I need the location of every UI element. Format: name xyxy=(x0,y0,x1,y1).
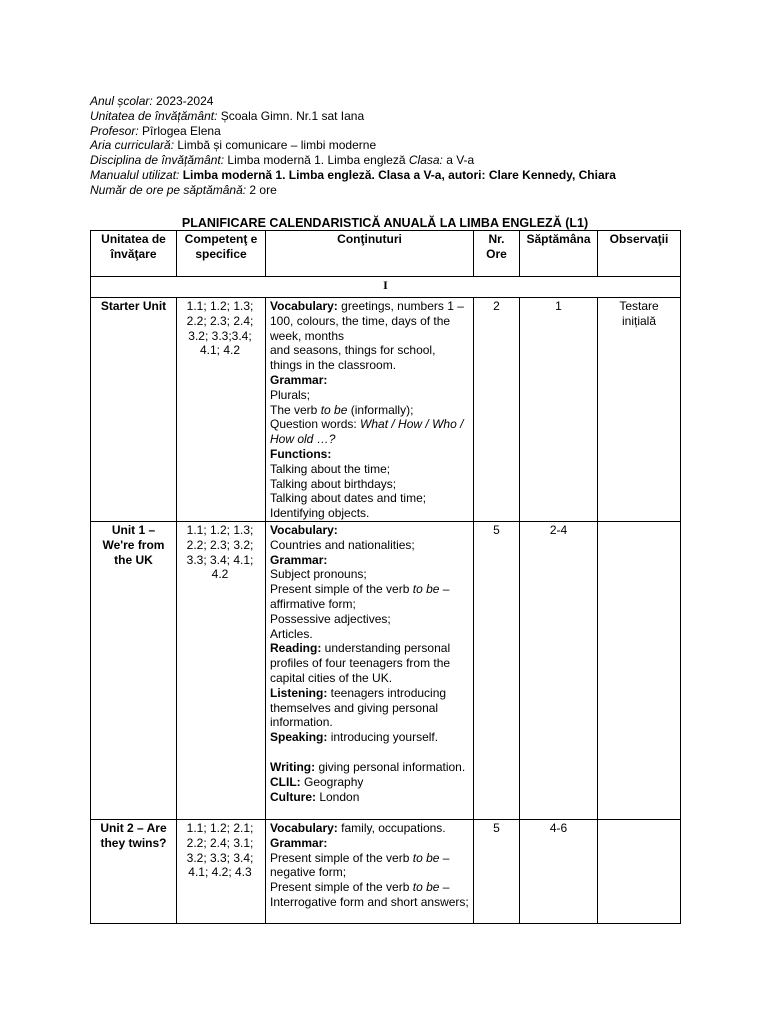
competences-cell: 1.1; 1.2; 1.3; 2.2; 2.3; 3.2; 3.3; 3.4; 4.1; 4.2 xyxy=(177,521,266,819)
notes-cell: Testare inițială xyxy=(598,298,681,522)
manual-line: Manualul utilizat: Limba modernă 1. Limba engleză. Clasa a V-a, autori: Clare Kennedy, Chiara xyxy=(90,167,616,182)
week-cell: 2-4 xyxy=(520,521,598,819)
school-year-line: Anul școlar: 2023-2024 xyxy=(90,94,214,108)
school-line: Unitatea de învățământ: Școala Gimn. Nr.1 sat Iana xyxy=(90,108,365,123)
unit-cell: Unit 1 – We're from the UK xyxy=(91,521,177,819)
unit-cell: Unit 2 – Are they twins? xyxy=(91,819,177,923)
competences-cell: 1.1; 1.2; 1.3; 2.2; 2.3; 2.4; 3.2; 3.3;3.4; 4.1; 4.2 xyxy=(177,298,266,522)
section-label: I xyxy=(91,277,681,298)
column-header-notes: Observaţii xyxy=(598,231,681,277)
content-cell: Vocabulary: family, occupations. Grammar: Present simple of the verb to be – negative form; Present simple of the verb to be – Interrogative form and short answers; xyxy=(266,819,474,923)
column-header-week: Săptămâna xyxy=(520,231,598,277)
hours-per-week-line: Număr de ore pe săptămână: 2 ore xyxy=(90,182,277,197)
column-header-competences: Competenţ e specifice xyxy=(177,231,266,277)
hours-cell: 5 xyxy=(474,819,520,923)
competences-cell: 1.1; 1.2; 2.1; 2.2; 2.4; 3.1; 3.2; 3.3; 3.4; 4.1; 4.2; 4.3 xyxy=(177,819,266,923)
column-header-unit: Unitatea de învăţare xyxy=(91,231,177,277)
table-row xyxy=(91,819,681,923)
teacher-line: Profesor: Pîrlogea Elena xyxy=(90,123,221,138)
content-cell: Vocabulary: greetings, numbers 1 – 100, colours, the time, days of the week, months and seasons, things for school, things in the classroom. Grammar: Plurals; The verb to be (informally); Question words: What / How / Who / How old …? Functions: Talking about the time; Talking about birthdays; Talking about dates and time; Identifying objects. xyxy=(266,298,474,522)
section-row xyxy=(91,277,681,298)
content-cell: Vocabulary: Countries and nationalities; Grammar: Subject pronouns; Present simple of the verb to be – affirmative form; Possessive adjectives; Articles. Reading: understanding personal profiles of four teenagers from the capital cities of the UK. Listening: teenagers introducing themselves and giving personal information. Speaking: introducing yourself. Writing: giving personal information. CLIL: Geography Culture: London xyxy=(266,521,474,819)
table-header-row xyxy=(91,231,681,277)
planning-table xyxy=(90,230,681,924)
week-cell: 4-6 xyxy=(520,819,598,923)
page-title: PLANIFICARE CALENDARISTICĂ ANUALĂ LA LIMBA ENGLEZĂ (L1) xyxy=(181,216,589,230)
notes-cell xyxy=(598,819,681,923)
hours-cell: 5 xyxy=(474,521,520,819)
column-header-content: Conţinuturi xyxy=(266,231,474,277)
unit-cell: Starter Unit xyxy=(91,298,177,522)
notes-cell xyxy=(598,521,681,819)
document-header xyxy=(90,94,690,198)
curricular-area-line: Aria curriculară: Limbă și comunicare – limbi moderne xyxy=(90,138,377,153)
table-row xyxy=(91,298,681,522)
hours-cell: 2 xyxy=(474,298,520,522)
table-row xyxy=(91,521,681,819)
column-header-hours: Nr. Ore xyxy=(474,231,520,277)
week-cell: 1 xyxy=(520,298,598,522)
discipline-line: Disciplina de învățământ: Limba modernă 1. Limba engleză Clasa: a V-a xyxy=(90,153,475,168)
